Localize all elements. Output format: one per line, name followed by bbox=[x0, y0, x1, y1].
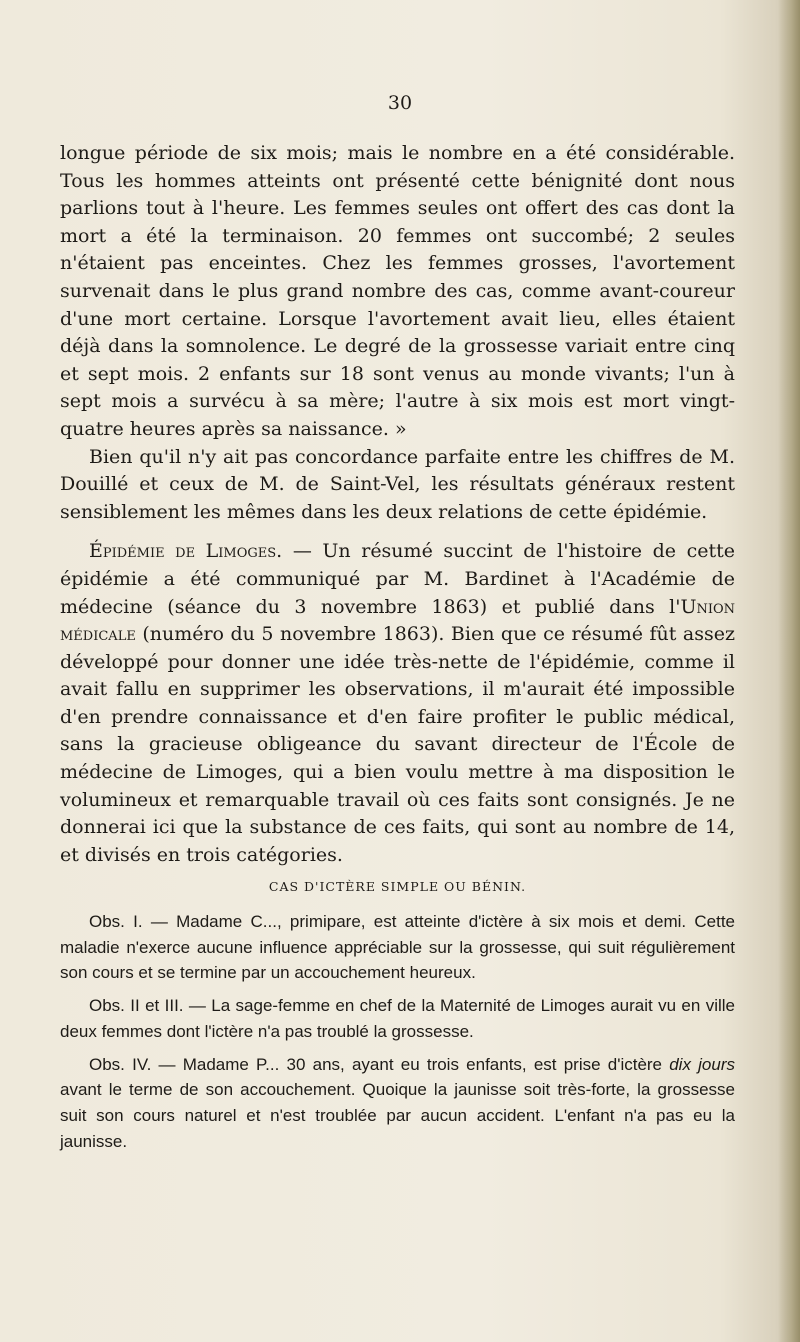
observation-4 bbox=[60, 1052, 735, 1155]
journal-title: Union médicale bbox=[60, 595, 735, 646]
limoges-text-part1: — Un résumé succint de l'histoire de cette épidémie a été communiqué par M. Bardinet à l'Académie de médecine (séance du 3 novembre 1863) et publié dans l' bbox=[60, 540, 735, 618]
paragraph-mortality: longue période de six mois; mais le nombre en a été considérable. Tous les hommes atteints ont présenté cette bénignité dont nous parlions tout à l'heure. Les femmes seules ont offert des cas dont la mort a été la terminaison. 20 femmes ont succombé; 2 seules n'étaient pas enceintes. Chez les femmes grosses, l'avortement survenait dans le plus grand nombre des cas, comme avant-coureur d'une mort certaine. Lorsque l'avortement avait lieu, elles étaient déjà dans la somnolence. Le degré de la grossesse variait entre cinq et sept mois. 2 enfants sur 18 sont venus au monde vivants; l'un à sept mois a survécu à sa mère; l'autre à six mois est mort vingt-quatre heures après sa naissance. » bbox=[60, 142, 735, 440]
observation-1: Obs. I. — Madame C..., primipare, est atteinte d'ictère à six mois et demi. Cette maladie n'exerce aucune influence appréciable sur la grossesse, qui suit régulièrement son cours et se termine par un accouchement heureux. bbox=[60, 912, 735, 983]
observation-4-part1: Obs. IV. — Madame P... 30 ans, ayant eu trois enfants, est prise d'ictère bbox=[89, 1054, 670, 1074]
section-heading-limoges: Épidémie de Limoges. bbox=[89, 540, 283, 563]
body-text bbox=[60, 140, 735, 1161]
case-category-heading: CAS D'ICTÈRE SIMPLE OU BÉNIN. bbox=[268, 879, 527, 895]
page-number: 30 bbox=[387, 92, 413, 114]
observation-4-part2: avant le terme de son accouchement. Quoique la jaunisse soit très-forte, la grossesse suit son cours naturel et n'est troublée par aucun accident. L'enfant n'a pas eu la jaunisse. bbox=[60, 1080, 735, 1151]
paragraph-comparison: Bien qu'il n'y ait pas concordance parfaite entre les chiffres de M. Douillé et ceux de M. de Saint-Vel, les résultats généraux restent sensiblement les mêmes dans les deux relations de cette épidémie. bbox=[60, 445, 735, 523]
paragraph-limoges bbox=[60, 538, 735, 869]
observations bbox=[60, 909, 735, 1154]
observation-2-3: Obs. II et III. — La sage-femme en chef de la Maternité de Limoges aurait vu en ville deux femmes dont l'ictère n'a pas troublé la grossesse. bbox=[60, 996, 735, 1041]
page-edge-shadow bbox=[778, 0, 800, 1342]
limoges-text-part2: (numéro du 5 novembre 1863). Bien que ce résumé fût assez développé pour donner une idée très-nette de l'épidémie, comme il avait fallu en supprimer les observations, il m'aurait été impossible d'en prendre connaissance et d'en faire profiter le public médical, sans la gracieuse obligeance du savant directeur de l'École de médecine de Limoges, qui a bien voulu mettre à ma disposition le volumineux et remarquable travail où ces faits sont consignés. Je ne donnerai ici que la substance de ces faits, qui sont au nombre de 14, et divisés en trois catégories. bbox=[60, 623, 735, 866]
observation-4-emphasis: dix jours bbox=[669, 1054, 735, 1074]
